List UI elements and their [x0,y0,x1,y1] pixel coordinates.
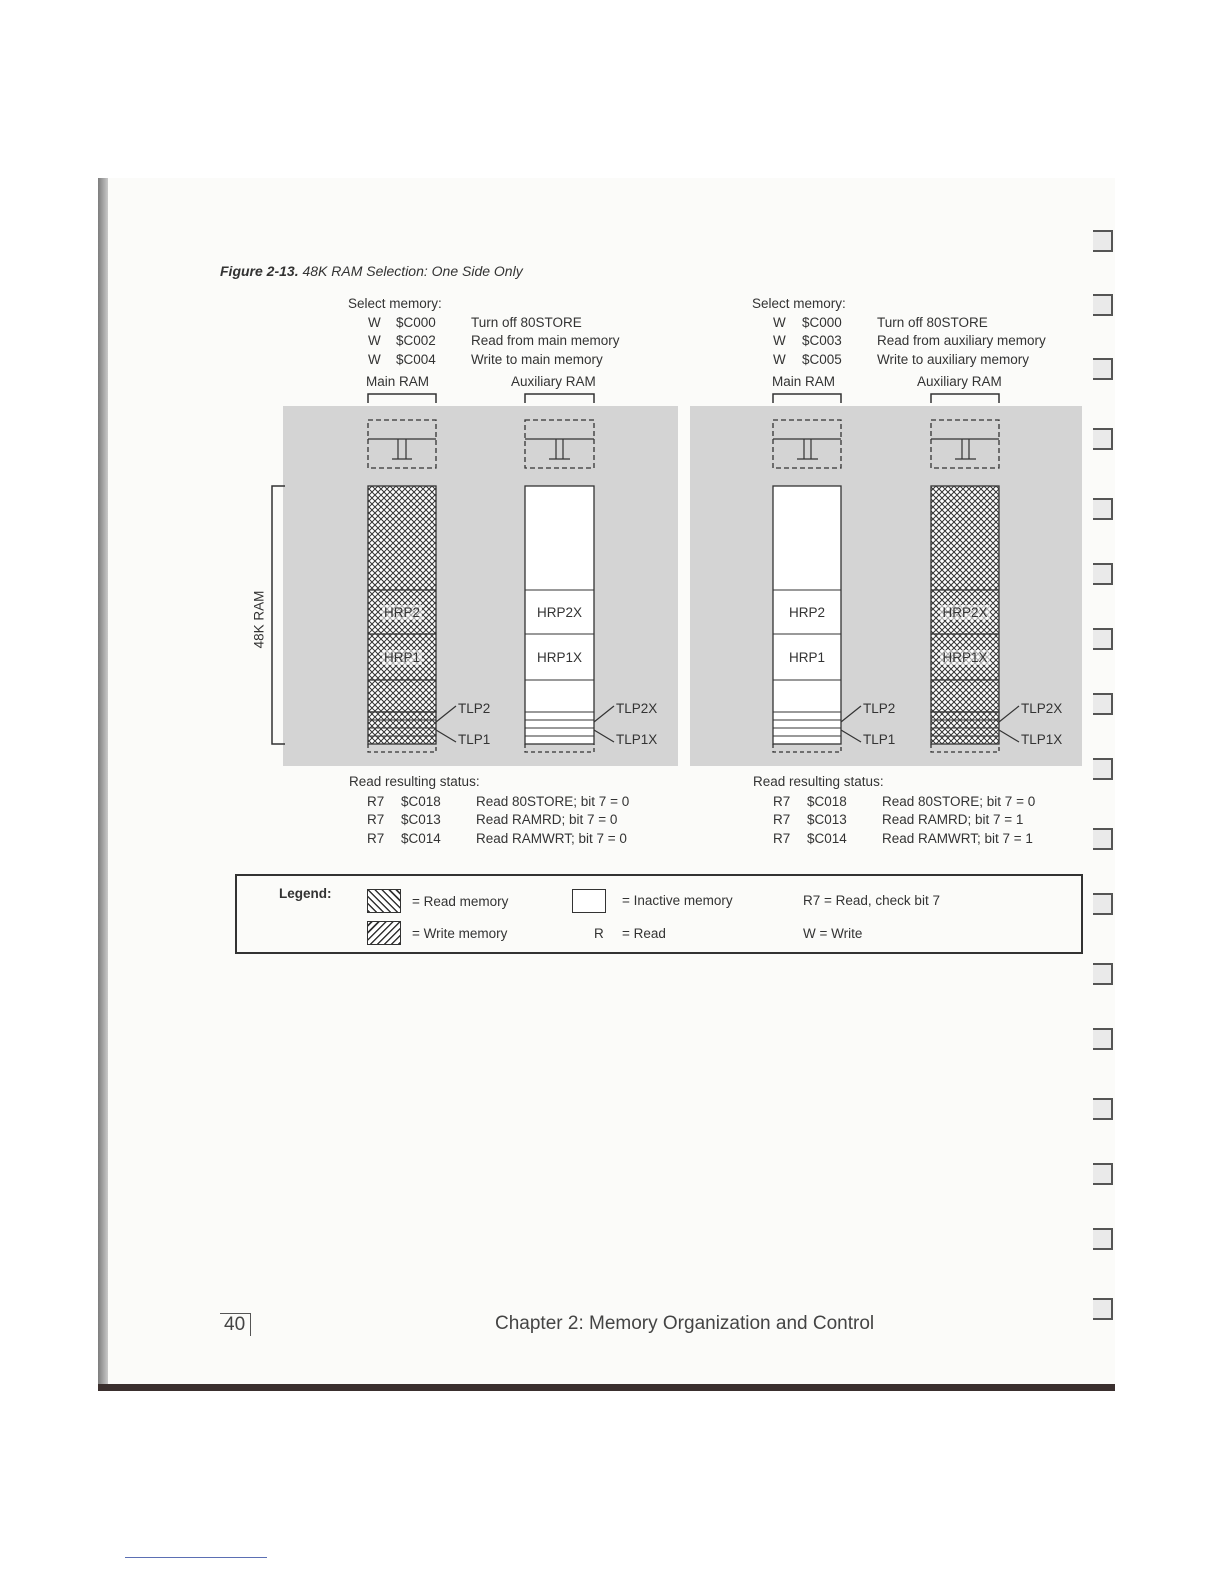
left-tlp1x-label: TLP1X [616,732,658,747]
left-status-addr-1: $C018 [401,794,441,809]
right-aux-hrp1x-label: HRP1X [942,650,988,665]
left-aux-hrp2x-label: HRP2X [536,605,582,620]
right-status-addr-2: $C013 [807,812,847,827]
right-select-op-3: W [773,352,786,367]
page-number [220,1313,251,1336]
left-status-addr-2: $C013 [401,812,441,827]
left-select-title: Select memory: [348,296,442,311]
figure-title: 48K RAM Selection: One Side Only [302,263,523,279]
left-select-op-2: W [368,333,381,348]
right-tlp2x-label: TLP2X [1021,701,1063,716]
left-status-title: Read resulting status: [349,774,480,789]
read-memory-swatch [367,889,401,913]
left-select-addr-2: $C002 [396,333,436,348]
inactive-memory-swatch [572,889,606,913]
right-select-title: Select memory: [752,296,846,311]
right-status-op-2: R7 [773,812,791,827]
right-select-op-2: W [773,333,786,348]
legend-r-symbol: R [594,926,604,941]
left-select-addr-1: $C000 [396,315,436,330]
right-status-desc-1: Read 80STORE; bit 7 = 0 [882,794,1036,809]
legend-read-memory: = Read memory [412,894,509,909]
right-main-hrp2-label: HRP2 [788,605,825,620]
right-select-addr-3: $C005 [802,352,842,367]
left-aux-ram-label: Auxiliary RAM [511,374,596,389]
left-main-hrp1-label: HRP1 [383,650,420,665]
left-status-desc-3: Read RAMWRT; bit 7 = 0 [476,831,627,846]
right-select-op-1: W [773,315,786,330]
right-status-desc-3: Read RAMWRT; bit 7 = 1 [882,831,1033,846]
left-select-desc-1: Turn off 80STORE [471,315,582,330]
right-aux-ram-label: Auxiliary RAM [917,374,1002,389]
left-select-desc-2: Read from main memory [471,333,620,348]
left-select-desc-3: Write to main memory [471,352,603,367]
right-status-addr-1: $C018 [807,794,847,809]
right-main-ram-label: Main RAM [772,374,836,389]
right-select-desc-1: Turn off 80STORE [877,315,988,330]
right-status-addr-3: $C014 [807,831,847,846]
right-status-desc-2: Read RAMRD; bit 7 = 1 [882,812,1024,827]
chapter-title: Chapter 2: Memory Organization and Control [495,1313,875,1334]
legend-r-definition: = Read [622,926,666,941]
page-number-text: 40 [220,1313,251,1336]
legend-r7-definition: R7 = Read, check bit 7 [803,893,940,908]
right-select-desc-3: Write to auxiliary memory [877,352,1030,367]
legend-box [235,874,1083,954]
right-main-hrp1-label: HRP1 [788,650,825,665]
legend-inactive-memory: = Inactive memory [622,893,733,908]
left-tlp2x-label: TLP2X [616,701,658,716]
left-status-addr-3: $C014 [401,831,441,846]
right-select-desc-2: Read from auxiliary memory [877,333,1046,348]
right-tlp1x-label: TLP1X [1021,732,1063,747]
left-select-addr-3: $C004 [396,352,436,367]
right-tlp1-label: TLP1 [863,732,896,747]
left-main-hrp2-label: HRP2 [383,605,420,620]
left-status-desc-1: Read 80STORE; bit 7 = 0 [476,794,630,809]
right-tlp2-label: TLP2 [863,701,896,716]
left-main-ram-label: Main RAM [366,374,430,389]
left-status-op-1: R7 [367,794,385,809]
right-aux-hrp2x-label: HRP2X [942,605,988,620]
left-select-op-3: W [368,352,381,367]
left-tlp1-label: TLP1 [458,732,491,747]
left-aux-hrp1x-label: HRP1X [536,650,582,665]
right-select-addr-1: $C000 [802,315,842,330]
left-status-op-2: R7 [367,812,385,827]
write-memory-swatch [367,921,401,945]
left-tlp2-label: TLP2 [458,701,491,716]
right-status-op-3: R7 [773,831,791,846]
ram-range-bracket [272,486,285,744]
bottom-rule [125,1557,267,1558]
left-status-op-3: R7 [367,831,385,846]
figure-number: Figure 2-13. [220,263,299,279]
left-status-desc-2: Read RAMRD; bit 7 = 0 [476,812,618,827]
legend-write-memory: = Write memory [412,926,508,941]
legend-w-definition: W = Write [803,926,863,941]
right-select-addr-2: $C003 [802,333,842,348]
ram-axis-label: 48K RAM [251,590,267,649]
right-status-title: Read resulting status: [753,774,884,789]
legend-title: Legend: [279,886,332,901]
right-status-op-1: R7 [773,794,791,809]
left-select-op-1: W [368,315,381,330]
